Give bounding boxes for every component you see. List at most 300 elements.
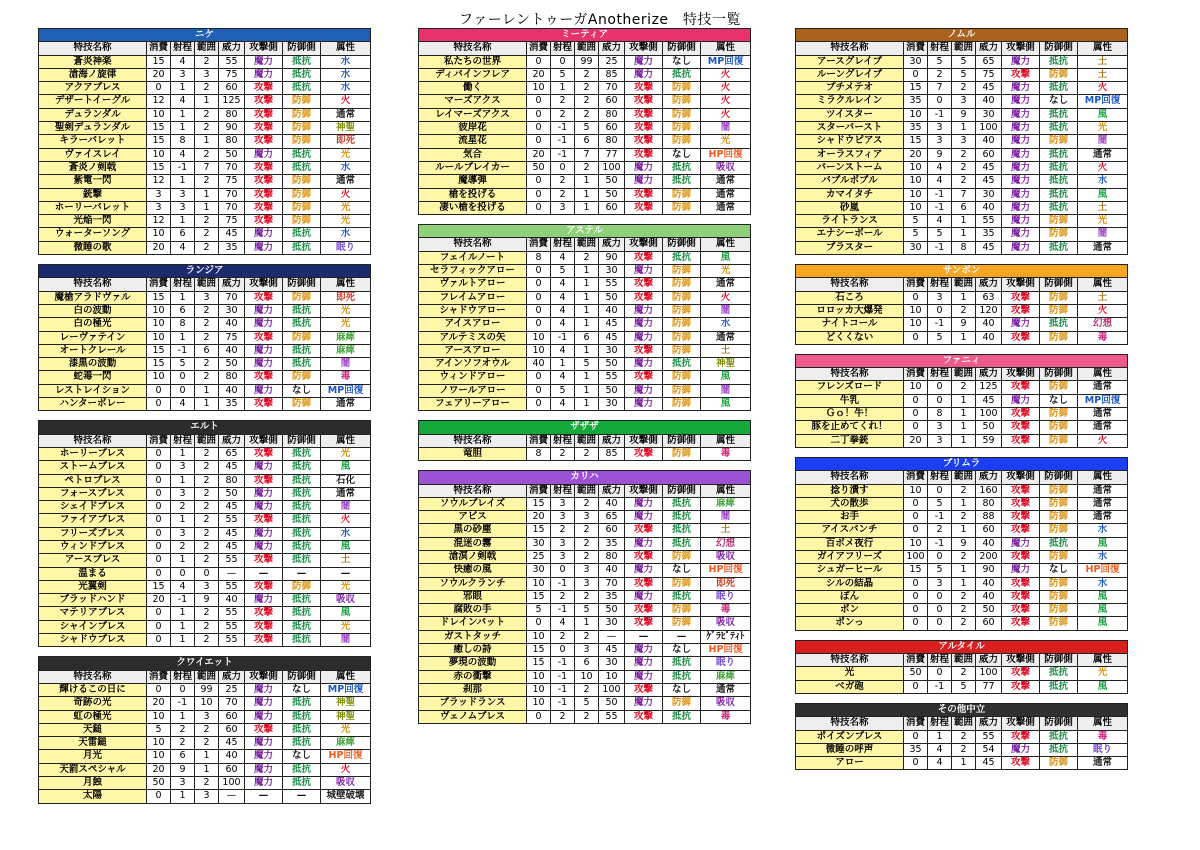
skill-table [795,703,1128,770]
attribute-cell: 毒 [701,447,751,460]
range-cell: 3 [551,550,575,563]
power-cell: 54 [976,743,1002,756]
range-cell: 2 [171,540,195,553]
column-header: 防御側 [1040,42,1078,55]
section-title: ファニィ [796,354,1128,367]
cost-cell: 0 [147,82,171,95]
power-cell: 40 [599,497,625,510]
attack-side-cell: 攻撃 [245,620,283,633]
range-cell: 1 [171,607,195,620]
table-row [796,484,1128,497]
table-row [39,384,371,397]
table-row [39,750,371,763]
table-row [796,537,1128,550]
range-cell: 3 [551,511,575,524]
defense-side-cell: 防御 [1040,331,1078,344]
defense-side-cell: 防御 [283,291,321,304]
section-title: プリムラ [796,457,1128,470]
attack-side-cell: 攻撃 [1002,604,1040,617]
column-header: 攻撃側 [1002,42,1040,55]
cost-cell: 0 [904,408,928,421]
table-row [39,344,371,357]
skill-name: 光翼剣 [39,580,147,593]
attack-side-cell: 攻撃 [245,122,283,135]
skill-name: 月光 [39,750,147,763]
skill-name: 滄海ノ旋律 [39,68,147,81]
power-cell: 100 [219,777,245,790]
cost-cell: 0 [147,554,171,567]
attack-side-cell: 攻撃 [245,447,283,460]
attribute-cell: 神聖 [321,710,371,723]
attribute-cell: 光 [1078,122,1128,135]
power-cell: 88 [976,511,1002,524]
defense-side-cell: 抵抗 [1040,161,1078,174]
range-cell: 5 [928,497,952,510]
power-cell: 55 [599,710,625,723]
range-cell: 5 [928,564,952,577]
power-cell: 80 [599,108,625,121]
skill-name: ドレインバット [419,617,527,630]
area-cell: 1 [952,228,976,241]
column-header: 属性 [1078,471,1128,484]
table-row [796,228,1128,241]
column-header: 威力 [976,717,1002,730]
skill-name: 光焔一閃 [39,215,147,228]
skill-name: 豚を止めてくれ！ [796,421,904,434]
attribute-cell: 風 [1078,108,1128,121]
section-title: ミーティア [419,29,751,42]
skill-name: 牛乳 [796,394,904,407]
skill-name: アクアブレス [39,82,147,95]
skill-table [38,656,371,803]
table-row [39,634,371,647]
skill-name: マーズアクス [419,95,527,108]
table-row [39,461,371,474]
column-header: 範囲 [952,471,976,484]
range-cell: 0 [928,394,952,407]
column-header: 属性 [1078,278,1128,291]
attack-side-cell: 魔力 [625,511,663,524]
defense-side-cell: 抵抗 [283,527,321,540]
power-cell: 200 [976,550,1002,563]
range-cell: 0 [928,667,952,680]
skill-name: Ｇｏ！牛！ [796,408,904,421]
table-row [39,331,371,344]
section-title: クワイエット [39,657,371,670]
attack-side-cell: 魔力 [1002,108,1040,121]
defense-side-cell: 防御 [1040,497,1078,510]
defense-side-cell: 抵抗 [1040,743,1078,756]
defense-side-cell: 抵抗 [1040,318,1078,331]
range-cell: 4 [551,251,575,264]
area-cell: 2 [195,122,219,135]
attack-side-cell: 攻撃 [1002,381,1040,394]
cost-cell: 10 [527,670,551,683]
attribute-cell: 眠り [321,241,371,254]
table-row [419,161,751,174]
cost-cell: 12 [147,175,171,188]
table-row [419,344,751,357]
cost-cell: 15 [527,497,551,510]
column-header: 消費 [147,434,171,447]
skill-name: 太陽 [39,790,147,803]
power-cell: 45 [976,241,1002,254]
column-header: 防御側 [663,434,701,447]
column-header: 消費 [904,368,928,381]
area-cell: 3 [195,68,219,81]
cost-cell: 15 [147,161,171,174]
area-cell: 2 [575,82,599,95]
cost-cell: 10 [147,371,171,384]
defense-side-cell: 防御 [663,265,701,278]
area-cell: 1 [575,398,599,411]
range-cell: 4 [171,148,195,161]
defense-side-cell: なし [283,683,321,696]
attribute-cell: 風 [321,607,371,620]
power-cell: 125 [219,95,245,108]
defense-side-cell: 抵抗 [283,82,321,95]
attack-side-cell: 攻撃 [1002,497,1040,510]
skill-name: バーンストーム [796,161,904,174]
attack-side-cell: 魔力 [1002,201,1040,214]
attack-side-cell: 魔力 [625,318,663,331]
attribute-cell: 麻痺 [321,344,371,357]
power-cell: 80 [219,108,245,121]
attack-side-cell: 攻撃 [1002,434,1040,447]
area-cell: 7 [952,188,976,201]
table-row [39,318,371,331]
range-cell: 3 [928,122,952,135]
range-cell: 5 [928,55,952,68]
column-header: 特技名称 [419,42,527,55]
area-cell: 2 [575,683,599,696]
cost-cell: 0 [904,331,928,344]
skill-table [795,640,1128,694]
range-cell: 3 [171,68,195,81]
cost-cell: 0 [147,501,171,514]
defense-side-cell: 防御 [283,580,321,593]
skill-name: フェイルノート [419,251,527,264]
area-cell: 1 [575,617,599,630]
table-row [39,291,371,304]
defense-side-cell: 防御 [1040,577,1078,590]
cost-cell: 0 [147,461,171,474]
skill-table [795,28,1128,255]
attack-side-cell: 魔力 [1002,743,1040,756]
attribute-cell: 通常 [701,188,751,201]
attack-side-cell: 攻撃 [625,524,663,537]
power-cell: 60 [219,82,245,95]
attribute-cell: 土 [1078,68,1128,81]
skill-name: ソウルクランチ [419,577,527,590]
cost-cell: 15 [527,644,551,657]
range-cell: 1 [551,358,575,371]
cost-cell: 0 [904,757,928,770]
cost-cell: 10 [147,331,171,344]
skill-name: セラフィックアロー [419,265,527,278]
skill-name: ポンっ [796,617,904,630]
table-row [39,68,371,81]
defense-side-cell: 抵抗 [283,620,321,633]
skill-section [795,640,1128,694]
table-row [39,474,371,487]
attribute-cell: 水 [1078,524,1128,537]
area-cell: 2 [575,68,599,81]
defense-side-cell: — [283,567,321,580]
cost-cell: 0 [904,394,928,407]
area-cell: 0 [195,567,219,580]
column-header: 威力 [219,278,245,291]
attack-side-cell: 攻撃 [625,710,663,723]
table-row [39,55,371,68]
attribute-cell: 光 [1078,667,1128,680]
cost-cell: 10 [147,228,171,241]
attack-side-cell: 魔力 [245,487,283,500]
power-cell: 40 [976,318,1002,331]
area-cell: 7 [195,161,219,174]
range-cell: 1 [171,447,195,460]
attack-side-cell: 魔力 [1002,241,1040,254]
skill-column-right [795,28,1128,779]
attack-side-cell: 攻撃 [625,291,663,304]
power-cell: 35 [599,537,625,550]
area-cell: 10 [575,670,599,683]
skill-section [418,28,751,215]
power-cell: 45 [976,394,1002,407]
area-cell: 1 [952,394,976,407]
attribute-cell: 通常 [1078,148,1128,161]
attribute-cell: 闇 [321,634,371,647]
area-cell: 1 [952,331,976,344]
table-row [39,108,371,121]
area-cell: 1 [195,398,219,411]
defense-side-cell: 防御 [663,304,701,317]
attack-side-cell: 魔力 [245,384,283,397]
defense-side-cell: 抵抗 [283,540,321,553]
attribute-cell: 麻痺 [701,670,751,683]
defense-side-cell: なし [663,148,701,161]
skill-name: 百ボメ夜行 [796,537,904,550]
defense-side-cell: 防御 [1040,291,1078,304]
attack-side-cell: 攻撃 [1002,730,1040,743]
power-cell: 55 [219,514,245,527]
attribute-cell: 土 [701,344,751,357]
skill-table [38,420,371,647]
area-cell: 5 [575,122,599,135]
cost-cell: 3 [147,201,171,214]
attack-side-cell: 攻撃 [625,550,663,563]
power-cell: 80 [599,135,625,148]
cost-cell: 10 [147,750,171,763]
range-cell: 5 [171,358,195,371]
range-cell: 0 [171,683,195,696]
power-cell: 100 [599,683,625,696]
cost-cell: 40 [527,358,551,371]
cost-cell: 12 [147,215,171,228]
range-cell: 4 [171,55,195,68]
skill-name: 快癒の風 [419,564,527,577]
power-cell: 75 [219,331,245,344]
attribute-cell: HP回復 [701,564,751,577]
defense-side-cell: 抵抗 [1040,82,1078,95]
cost-cell: 0 [527,318,551,331]
attribute-cell: 水 [1078,550,1128,563]
cost-cell: 10 [147,318,171,331]
defense-side-cell: 抵抗 [283,447,321,460]
power-cell: — [599,630,625,643]
table-row [419,291,751,304]
attack-side-cell: 攻撃 [1002,680,1040,693]
table-row [419,604,751,617]
power-cell: 65 [599,511,625,524]
attribute-cell: 眠り [701,590,751,603]
defense-side-cell: 抵抗 [283,304,321,317]
column-header: 消費 [527,484,551,497]
column-header: 威力 [976,471,1002,484]
power-cell: 40 [219,318,245,331]
defense-side-cell: — [283,790,321,803]
table-row [39,594,371,607]
attack-side-cell: 魔力 [1002,228,1040,241]
attack-side-cell: 攻撃 [625,251,663,264]
skill-name: レストレイション [39,384,147,397]
area-cell: 8 [952,241,976,254]
range-cell: -1 [551,657,575,670]
power-cell: 50 [599,291,625,304]
cost-cell: 0 [904,497,928,510]
attribute-cell: 毒 [701,710,751,723]
skill-name: ホーリーブレス [39,447,147,460]
attack-side-cell: 魔力 [245,461,283,474]
attack-side-cell: 攻撃 [245,723,283,736]
cost-cell: 10 [147,304,171,317]
skill-name: デュランダル [39,108,147,121]
cost-cell: 0 [904,68,928,81]
header-row [796,42,1128,55]
power-cell: 45 [599,318,625,331]
attribute-cell: 通常 [1078,241,1128,254]
skill-section [418,420,751,461]
defense-side-cell: 防御 [663,344,701,357]
power-cell: — [219,567,245,580]
cost-cell: 0 [527,265,551,278]
attack-side-cell: 魔力 [1002,82,1040,95]
skill-name: 微睡の歌 [39,241,147,254]
table-row [39,514,371,527]
attribute-cell: 火 [321,188,371,201]
column-header: 威力 [599,42,625,55]
attribute-cell: 土 [1078,291,1128,304]
table-row [796,381,1128,394]
attribute-cell: 光 [701,135,751,148]
cost-cell: 0 [904,421,928,434]
table-row [796,550,1128,563]
attribute-cell: 通常 [321,398,371,411]
attribute-cell: 即死 [321,135,371,148]
page-title: ファーレントゥーガAnotherize 特技一覧 [458,12,742,28]
power-cell: 70 [219,291,245,304]
table-row [39,777,371,790]
area-cell: 2 [195,461,219,474]
column-header: 防御側 [1040,717,1078,730]
defense-side-cell: 防御 [663,82,701,95]
column-header: 範囲 [952,368,976,381]
defense-side-cell: 防御 [283,201,321,214]
table-row [419,135,751,148]
attack-side-cell: 攻撃 [625,683,663,696]
attribute-cell: 神聖 [321,122,371,135]
defense-side-cell: 防御 [663,604,701,617]
range-cell: 5 [551,68,575,81]
defense-side-cell: 防御 [1040,511,1078,524]
skill-name: レーヴァテイン [39,331,147,344]
attribute-cell: 吸収 [701,617,751,630]
area-cell: 1 [952,408,976,421]
cost-cell: 15 [147,291,171,304]
range-cell: 0 [928,381,952,394]
table-row [796,241,1128,254]
column-header: 属性 [701,434,751,447]
attribute-cell: HP回復 [321,750,371,763]
table-row [39,607,371,620]
cost-cell: 10 [147,737,171,750]
attack-side-cell: 攻撃 [245,82,283,95]
area-cell: 2 [575,251,599,264]
cost-cell: 10 [904,161,928,174]
range-cell: 2 [928,524,952,537]
skill-name: 私たちの世界 [419,55,527,68]
power-cell: 55 [219,554,245,567]
attribute-cell: 風 [1078,590,1128,603]
range-cell: -1 [551,135,575,148]
column-header: 威力 [599,484,625,497]
cost-cell: 0 [527,175,551,188]
cost-cell: 0 [527,710,551,723]
defense-side-cell: 抵抗 [283,461,321,474]
range-cell: -1 [928,188,952,201]
table-row [796,318,1128,331]
attribute-cell: 石化 [321,474,371,487]
area-cell: 2 [952,604,976,617]
power-cell: 55 [219,580,245,593]
power-cell: 63 [976,291,1002,304]
power-cell: 100 [976,667,1002,680]
attribute-cell: 光 [321,723,371,736]
section-title: サンボン [796,265,1128,278]
attack-side-cell: 魔力 [625,304,663,317]
skill-name: 邪眼 [419,590,527,603]
cost-cell: 0 [147,683,171,696]
skill-name: 犬の散歩 [796,497,904,510]
defense-side-cell: なし [663,683,701,696]
table-row [796,408,1128,421]
attack-side-cell: 魔力 [1002,95,1040,108]
power-cell: 60 [599,201,625,214]
table-row [419,524,751,537]
range-cell: 1 [171,634,195,647]
table-row [39,358,371,371]
power-cell: 60 [599,95,625,108]
area-cell: 6 [195,344,219,357]
defense-side-cell: 防御 [663,617,701,630]
table-row [796,122,1128,135]
cost-cell: 100 [904,550,928,563]
defense-side-cell: 抵抗 [1040,108,1078,121]
cost-cell: 10 [527,630,551,643]
table-row [796,743,1128,756]
table-row [39,95,371,108]
attribute-cell: 眠り [701,657,751,670]
